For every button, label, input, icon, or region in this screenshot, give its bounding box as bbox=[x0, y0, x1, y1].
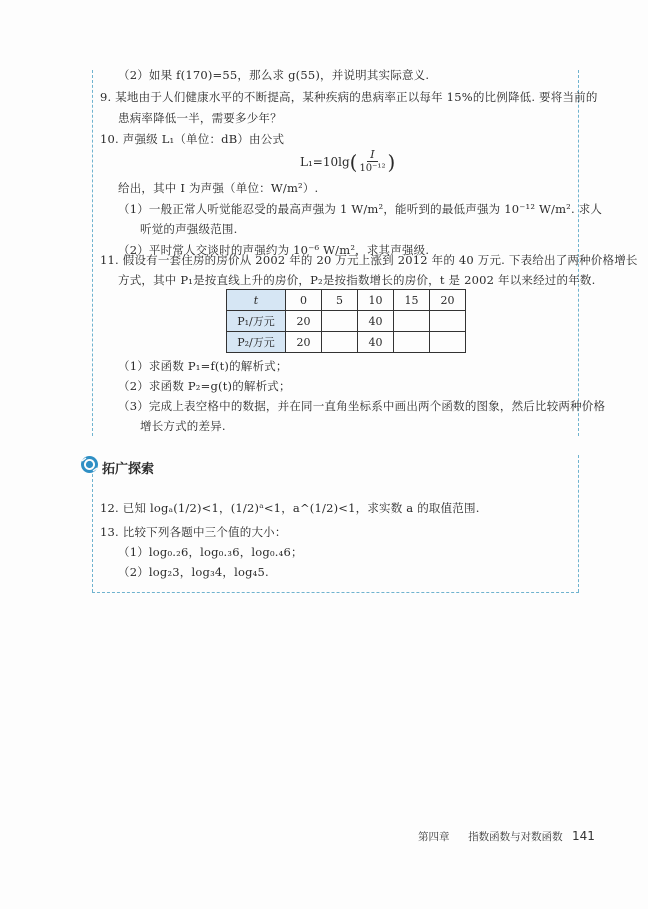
table-header-cell: 20 bbox=[430, 290, 466, 311]
q13-part2: （2）log₂3，log₃4，log₄5. bbox=[118, 565, 269, 579]
table-cell: 40 bbox=[358, 311, 394, 332]
table-cell bbox=[394, 311, 430, 332]
explore-border-bottom bbox=[92, 592, 579, 593]
explore-border-right bbox=[578, 455, 579, 592]
explore-border-left bbox=[92, 474, 93, 592]
table-header-cell: 5 bbox=[322, 290, 358, 311]
q11-part3-line1: （3）完成上表空格中的数据，并在同一直角坐标系中画出两个函数的图象，然后比较两种价格 bbox=[118, 399, 606, 413]
table-cell bbox=[394, 332, 430, 353]
table-cell: 20 bbox=[286, 311, 322, 332]
q11-part2: （2）求函数 P₂=g(t)的解析式； bbox=[118, 379, 291, 393]
q11-line2: 方式，其中 P₁是按直线上升的房价，P₂是按指数增长的房价，t 是 2002 年以来经过的年数. bbox=[118, 273, 596, 287]
table-cell bbox=[430, 332, 466, 353]
q11-part1: （1）求函数 P₁=f(t)的解析式； bbox=[118, 359, 288, 373]
q9-line2: 患病率降低一半，需要多少年？ bbox=[118, 111, 282, 125]
table-cell: 40 bbox=[358, 332, 394, 353]
q10-line2: 给出，其中 I 为声强（单位：W/m²）. bbox=[118, 181, 319, 195]
table-header-row bbox=[227, 290, 466, 311]
table-header-cell: 0 bbox=[286, 290, 322, 311]
q13-part1: （1）log₀.₂6，log₀.₃6，log₀.₄6； bbox=[118, 545, 303, 559]
table-cell: 20 bbox=[286, 332, 322, 353]
q9-line1: 9. 某地由于人们健康水平的不断提高，某种疾病的患病率正以每年 15%的比例降低. 要将当前的 bbox=[100, 90, 598, 104]
q10-part1-line1: （1）一般正常人听觉能忍受的最高声强为 1 W/m²，能听到的最低声强为 10⁻¹² W/m². 求人 bbox=[118, 202, 603, 216]
table-row bbox=[227, 332, 466, 353]
q11-part3-line2: 增长方式的差异. bbox=[140, 419, 226, 433]
q10-part2: （2）平时常人交谈时的声强约为 10⁻⁶ W/m²，求其声强级. bbox=[118, 243, 430, 257]
q10-line1: 10. 声强级 L₁（单位：dB）由公式 bbox=[100, 132, 285, 146]
q10-part1-line2: 听觉的声强级范围. bbox=[140, 222, 238, 236]
table-row-label: P₂/万元 bbox=[227, 332, 286, 353]
table-header-cell: t bbox=[227, 290, 286, 311]
formula-lhs: L₁=10lg bbox=[300, 154, 350, 169]
formula-fraction bbox=[359, 148, 385, 175]
table-row-label: P₁/万元 bbox=[227, 311, 286, 332]
box-border-left bbox=[92, 70, 93, 436]
page-number: 141 bbox=[572, 829, 595, 843]
section-heading: 拓广探索 bbox=[102, 462, 155, 477]
q11-line1: 11. 假设有一套住房的房价从 2002 年的 20 万元上涨到 2012 年的 40 万元. 下表给出了两种价格增长 bbox=[100, 253, 638, 267]
formula-denominator: 10⁻¹² bbox=[359, 163, 386, 174]
q13: 13. 比较下列各题中三个值的大小： bbox=[100, 525, 287, 539]
price-table bbox=[226, 289, 466, 353]
footer-chapter-title: 指数函数与对数函数 bbox=[468, 831, 563, 843]
footer-chapter: 第四章 bbox=[418, 831, 450, 843]
table-header-cell: 10 bbox=[358, 290, 394, 311]
page-footer bbox=[418, 829, 595, 844]
q8-part2: （2）如果 f(170)=55，那么求 g(55)，并说明其实际意义. bbox=[118, 68, 430, 82]
table-cell bbox=[430, 311, 466, 332]
formula-paren-close: ) bbox=[387, 149, 396, 174]
formula-numerator: I bbox=[367, 148, 377, 162]
table-cell bbox=[322, 332, 358, 353]
explore-icon bbox=[80, 455, 99, 474]
q12: 12. 已知 logₐ(1/2)<1，(1/2)ᵃ<1，a^(1/2)<1，求实数 a 的取值范围. bbox=[100, 501, 480, 515]
table-header-cell: 15 bbox=[394, 290, 430, 311]
table-cell bbox=[322, 311, 358, 332]
sound-level-formula bbox=[300, 148, 395, 175]
formula-paren-open: ( bbox=[349, 149, 358, 174]
table-row bbox=[227, 311, 466, 332]
